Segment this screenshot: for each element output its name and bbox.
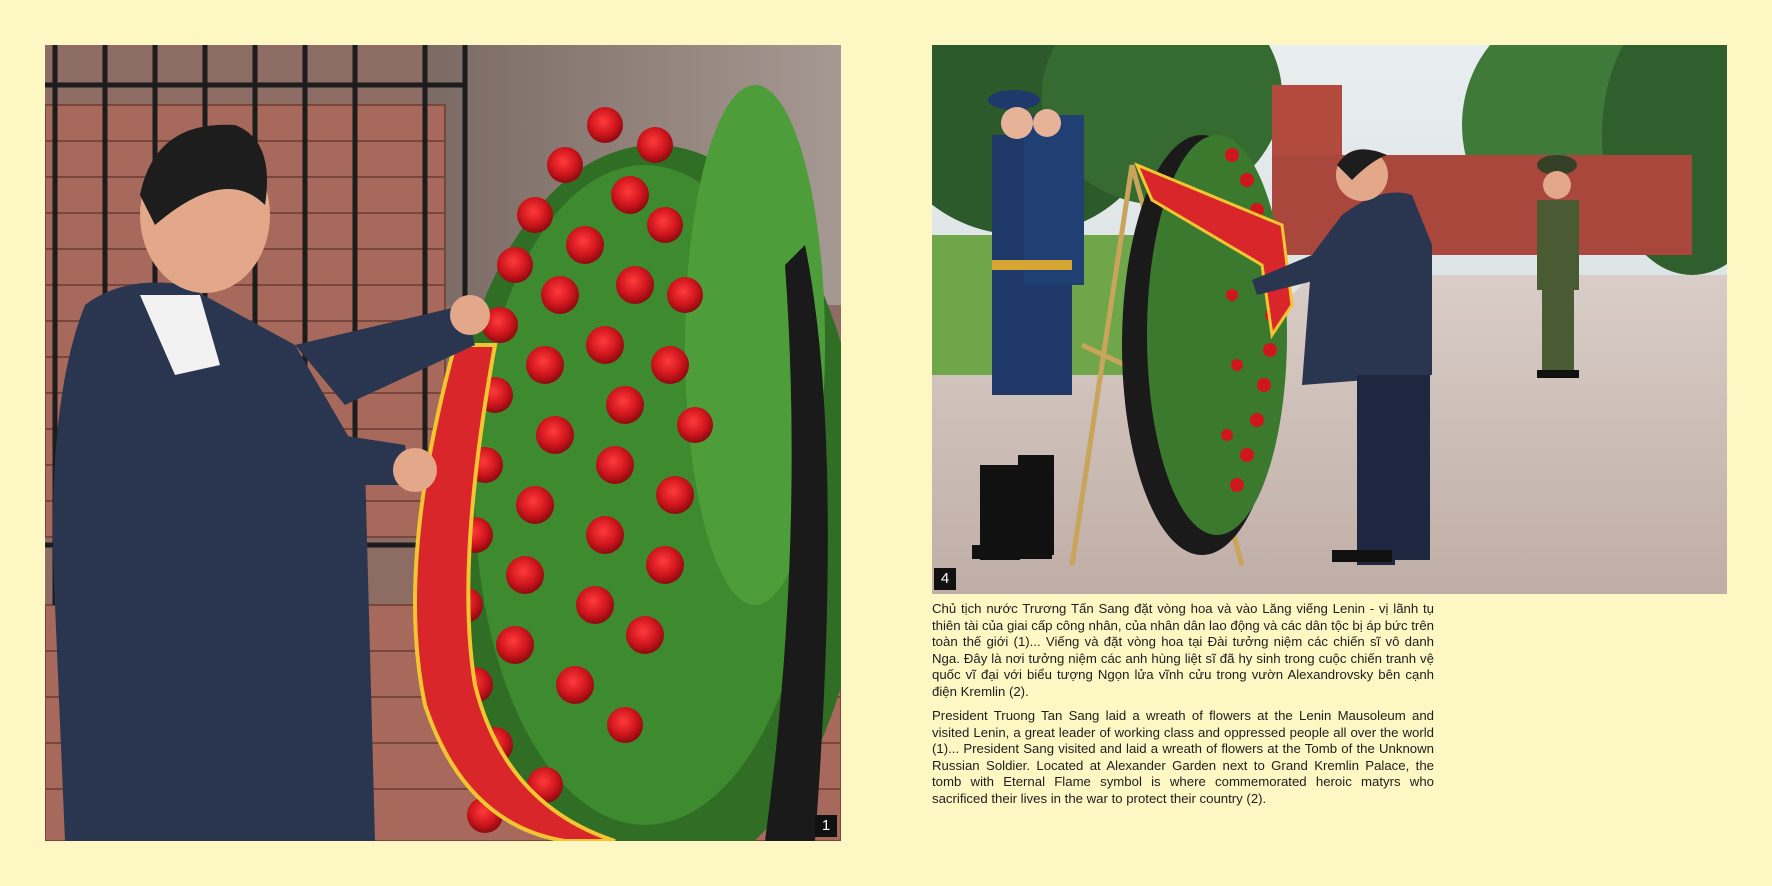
photo-number-badge: 1 [815,815,837,837]
photo-1-illustration [45,45,841,841]
caption-english: President Truong Tan Sang laid a wreath of flowers at the Lenin Mausoleum and visited Lenin, a great leader of working class and oppressed people all over the world (1)... President Sang visited and laid a wreath of flowers at the Tomb of the Unknown Russian Soldier. Located at Alexander Garden next to Grand Kremlin Palace, the tomb with Eternal Flame symbol is where commemorated heroic matyrs who sacrificed their lives in the war to protect their country (2). [932,708,1434,806]
photo-tomb-unknown-soldier [932,45,1727,594]
caption-vietnamese: Chủ tịch nước Trương Tấn Sang đặt vòng hoa và vào Lăng viếng Lenin - vị lãnh tụ thiên tài của giai cấp công nhân, của nhân dân lao động và các dân tộc bị áp bức trên toàn thế giới (1)... Viếng và đặt vòng hoa tại Đài tưởng niệm các chiến sĩ vô danh Nga. Đây là nơi tưởng niệm các anh hùng liệt sĩ đã hy sinh trong cuộc chiến tranh vệ quốc vĩ đại với biểu tượng Ngọn lửa vĩnh cửu trong vườn Alexandrovsky bên cạnh điện Kremlin (2). [932,601,1434,699]
photo-wreath-lenin-mausoleum [45,45,841,841]
photo-4-illustration [932,45,1727,594]
photo-number-badge: 4 [934,568,956,590]
